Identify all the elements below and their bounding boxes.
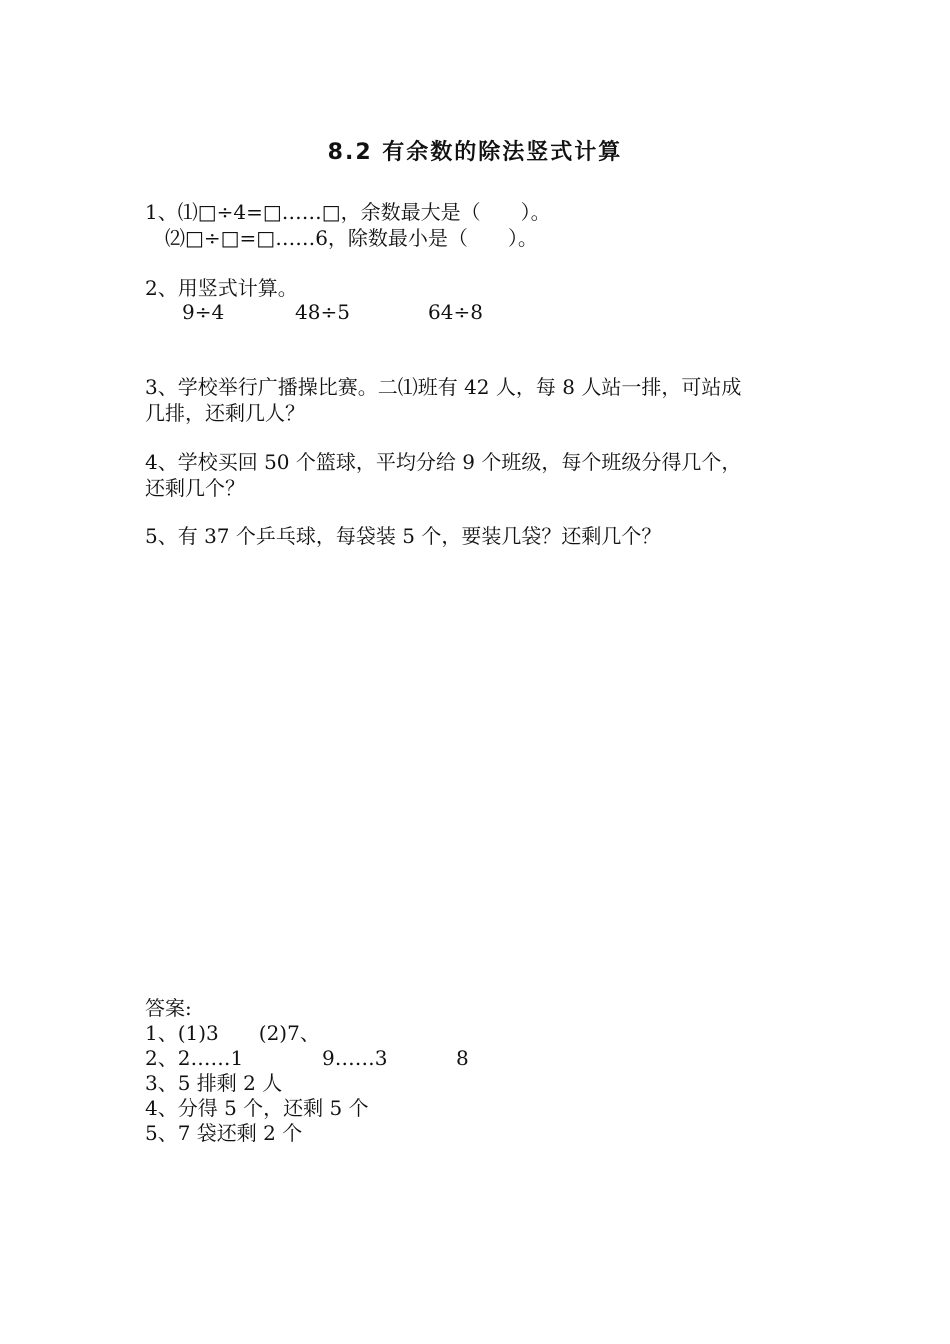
answers-heading: 答案: xyxy=(145,996,192,1020)
question-1-part-1: 1、⑴□÷4=□……□，余数最大是（ ）。 xyxy=(145,200,551,224)
answer-1: 1、(1)3 (2)7、 xyxy=(145,1021,320,1045)
answer-4: 4、分得 5 个，还剩 5 个 xyxy=(145,1096,369,1120)
question-4-line-1: 4、学校买回 50 个篮球，平均分给 9 个班级，每个班级分得几个， xyxy=(145,450,742,474)
page-title: 8.2 有余数的除法竖式计算 xyxy=(327,140,623,165)
calc-item-1: 9÷4 xyxy=(182,300,225,324)
answer-3: 3、5 排剩 2 人 xyxy=(145,1071,283,1095)
answer-5: 5、7 袋还剩 2 个 xyxy=(145,1121,303,1145)
question-3-line-1: 3、学校举行广播操比赛。二⑴班有 42 人，每 8 人站一排，可站成 xyxy=(145,375,742,399)
question-4-line-2: 还剩几个？ xyxy=(145,476,245,500)
answer-2: 2、2……1 xyxy=(145,1046,244,1070)
question-5: 5、有 37 个乒乓球，每袋装 5 个，要装几袋？还剩几个？ xyxy=(145,524,662,548)
question-3-line-2: 几排，还剩几人？ xyxy=(145,401,305,425)
calc-item-2: 48÷5 xyxy=(295,300,350,324)
question-1-part-2: ⑵□÷□=□……6，除数最小是（ ）。 xyxy=(165,226,538,250)
answer-2-part-b: 9……3 xyxy=(322,1046,388,1070)
calc-item-3: 64÷8 xyxy=(428,300,483,324)
answer-2-part-c: 8 xyxy=(456,1046,469,1070)
question-2-heading: 2、用竖式计算。 xyxy=(145,276,298,300)
